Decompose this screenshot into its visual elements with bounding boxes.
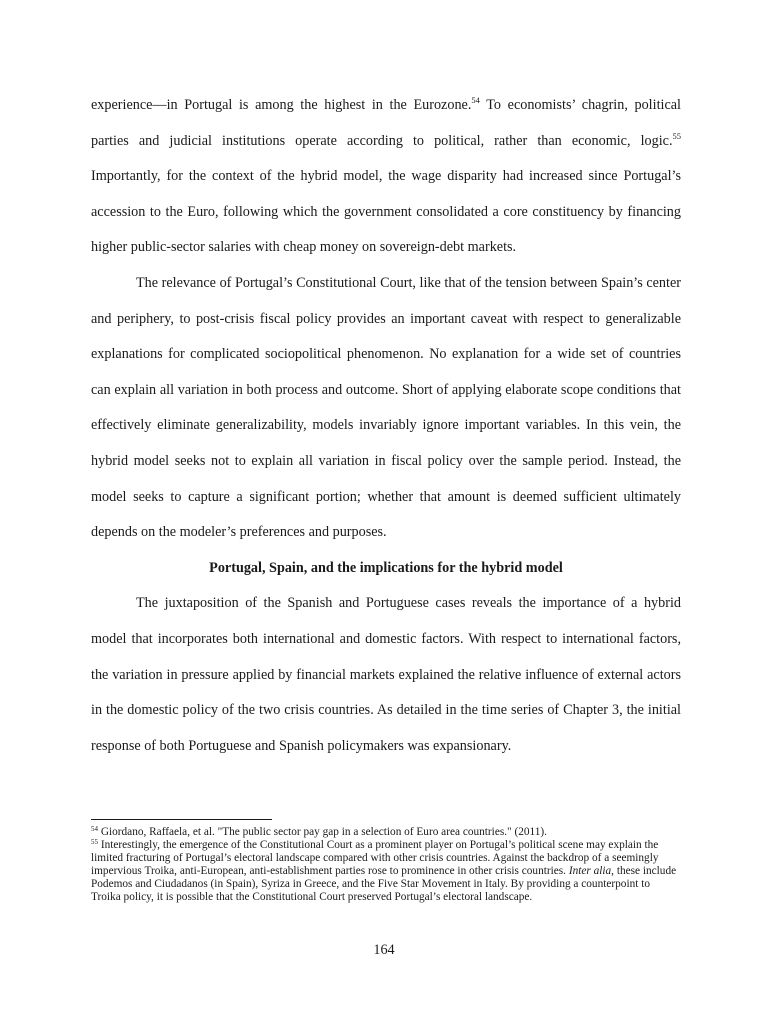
paragraph-2: The relevance of Portugal’s Constitutional Court, like that of the tension between Spain’s center and periphery, to post-crisis fiscal policy provides an important caveat with respect to generalizable explanations for complicated sociopolitical phenomenon. No explanation for a wide set of countries can explain all variation in both process and outcome. Short of applying elaborate scope conditions that effectively eliminate generalizability, models invariably ignore important variables. In this vein, the hybrid model seeks not to explain all variation in fiscal policy over the sample period. Instead, the model seeks to capture a significant portion; whether that amount is deemed sufficient ultimately depends on the modeler’s preferences and purposes. bbox=[91, 274, 681, 541]
footnote-54-number: 54 bbox=[91, 825, 98, 833]
footnote-ref-55: 55 bbox=[672, 130, 681, 141]
footnote-55 bbox=[91, 839, 681, 904]
footnote-ref-54: 54 bbox=[471, 95, 480, 105]
footnote-55-italic: Inter alia bbox=[568, 865, 612, 878]
paragraph-1-part-c: Importantly, for the context of the hybrid model, the wage disparity had increased since Portugal’s accession to the Euro, following which the government consolidated a core constituency by financing higher public-sector salaries with cheap money on sovereign-debt markets. bbox=[91, 168, 681, 256]
footnote-separator bbox=[91, 819, 272, 820]
paragraph-1-part-a: experience—in Portugal is among the highest in the Eurozone. bbox=[91, 97, 472, 113]
footnote-54-text: Giordano, Raffaela, et al. "The public sector pay gap in a selection of Euro area countries." (2011). bbox=[98, 826, 548, 838]
section-heading: Portugal, Spain, and the implications for the hybrid model bbox=[209, 559, 563, 576]
paragraph-1 bbox=[91, 88, 681, 266]
footnotes bbox=[91, 826, 681, 905]
footnote-54 bbox=[91, 826, 681, 839]
footnote-55-text-after: , these include Podemos and Ciudadanos (in Spain), Syriza in Greece, and the Five Star Movement in Italy. By providing a counterpoint to Troika policy, it is possible that the Constitutional Court preserved Portugal’s electoral landscape. bbox=[91, 865, 677, 904]
paragraph-1-part-b: To economists’ chagrin, political parties and judicial institutions operate according to political, rather than economic, logic. bbox=[91, 97, 681, 149]
body-text bbox=[91, 88, 681, 764]
footnote-55-number: 55 bbox=[91, 838, 98, 847]
page-number: 164 bbox=[373, 942, 395, 958]
paragraph-3: The juxtaposition of the Spanish and Portuguese cases reveals the importance of a hybrid model that incorporates both international and domestic factors. With respect to international factors, the variation in pressure applied by financial markets explained the relative influence of external actors in the domestic policy of the two crisis countries. As detailed in the time series of Chapter 3, the initial response of both Portuguese and Spanish policymakers was expansionary. bbox=[91, 595, 681, 754]
footnote-55-text-before: Interestingly, the emergence of the Constitutional Court as a prominent player on Portugal’s political scene may explain the limited fracturing of Portugal’s electoral landscape compared with other crisis countries. Against the backdrop of a seemingly impervious Troika, anti-European, anti-establishment parties rose to prominence in other crisis countries. bbox=[91, 839, 659, 878]
